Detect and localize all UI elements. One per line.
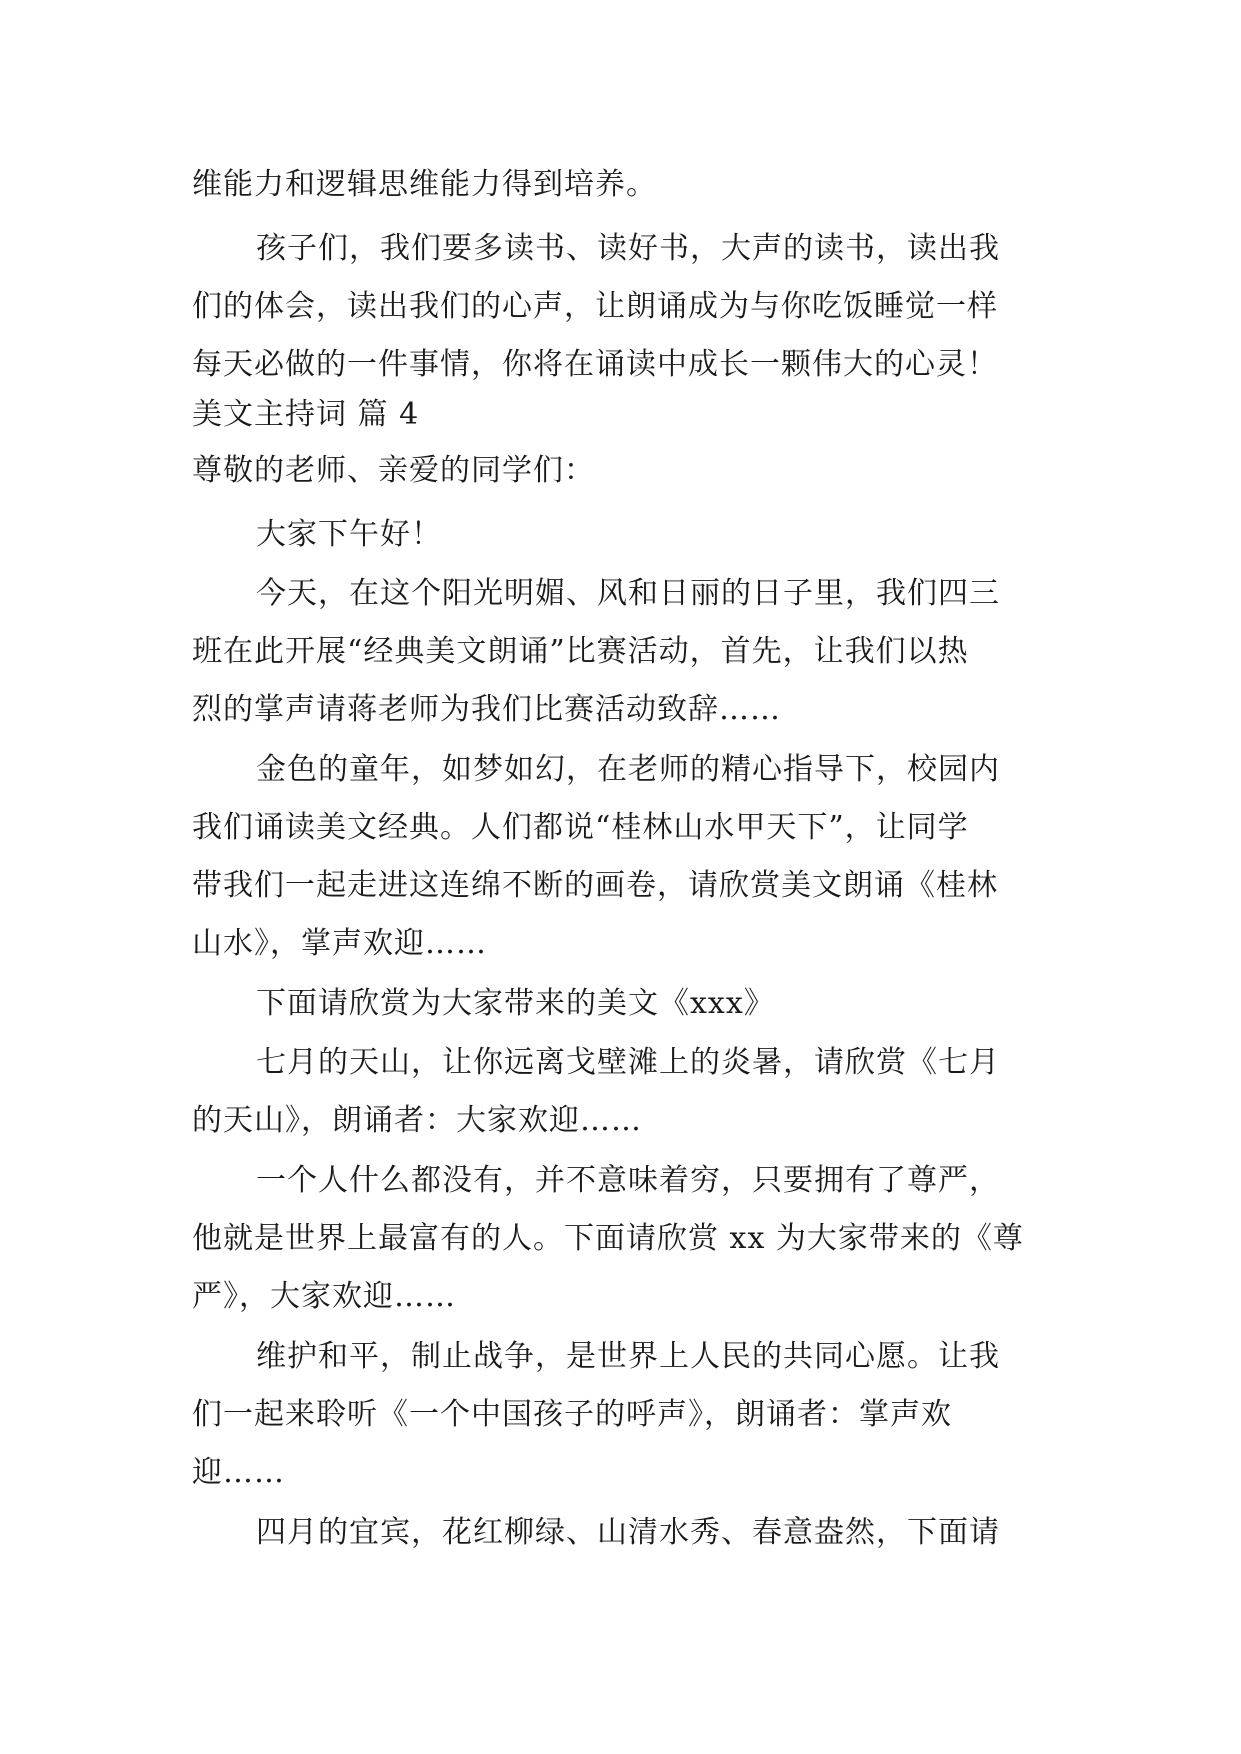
text-line: 大家下午好！: [256, 517, 442, 552]
text-line: 下面请欣赏为大家带来的美文《xxx》: [256, 986, 775, 1021]
text-line: 带我们一起走进这连绵不断的画卷，请欣赏美文朗诵《桂林: [192, 868, 998, 903]
text-line: 严》，大家欢迎……: [192, 1279, 456, 1314]
section-heading: 美文主持词 篇 4: [192, 397, 420, 432]
text-line: 一个人什么都没有，并不意味着穷，只要拥有了尊严，: [256, 1163, 1000, 1198]
text-line: 每天必做的一件事情，你将在诵读中成长一颗伟大的心灵！: [192, 347, 998, 382]
text-line: 们一起来聆听《一个中国孩子的呼声》，朗诵者：掌声欢: [192, 1397, 952, 1432]
text-line: 维护和平，制止战争，是世界上人民的共同心愿。让我: [256, 1339, 1000, 1374]
text-line: 们的体会，读出我们的心声，让朗诵成为与你吃饭睡觉一样: [192, 289, 998, 324]
text-line: 班在此开展“经典美文朗诵”比赛活动，首先，让我们以热: [192, 634, 969, 669]
text-line: 我们诵读美文经典。人们都说“桂林山水甲天下”，让同学: [192, 810, 969, 845]
text-line: 孩子们，我们要多读书、读好书，大声的读书，读出我: [256, 231, 1000, 266]
text-line: 山水》，掌声欢迎……: [192, 926, 487, 961]
text-line: 的天山》，朗诵者：大家欢迎……: [192, 1103, 642, 1138]
text-line: 尊敬的老师、亲爱的同学们：: [192, 453, 595, 488]
text-line: 金色的童年，如梦如幻，在老师的精心指导下，校园内: [256, 752, 1000, 787]
text-line: 维能力和逻辑思维能力得到培养。: [192, 167, 657, 202]
text-line: 迎……: [192, 1455, 285, 1490]
text-line: 他就是世界上最富有的人。下面请欣赏 xx 为大家带来的《尊: [192, 1221, 1024, 1256]
text-line: 四月的宜宾，花红柳绿、山清水秀、春意盎然，下面请: [256, 1515, 1000, 1550]
text-line: 烈的掌声请蒋老师为我们比赛活动致辞……: [192, 692, 781, 727]
text-line: 七月的天山，让你远离戈壁滩上的炎暑，请欣赏《七月: [256, 1045, 1000, 1080]
text-line: 今天，在这个阳光明媚、风和日丽的日子里，我们四三: [256, 576, 1000, 611]
